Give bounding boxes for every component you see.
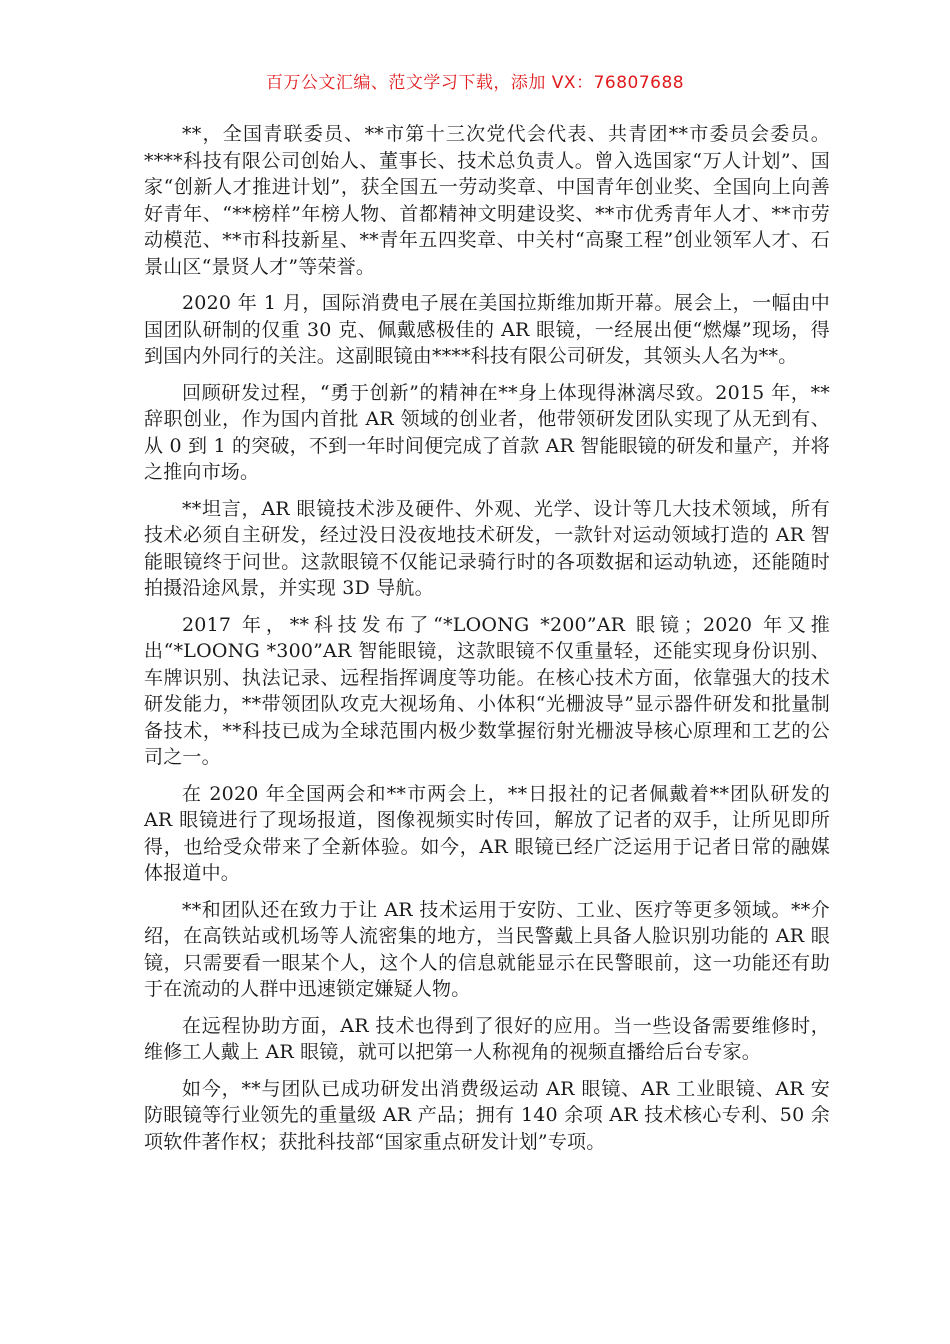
article-body xyxy=(144,121,830,1165)
paragraph: 回顾研发过程，“勇于创新”的精神在**身上体现得淋漓尽致。2015 年，**辞职创业，作为国内首批 AR 领域的创业者，他带领研发团队实现了从无到有、从 0 到 1 的突破，不到一年时间便完成了首款 AR 智能眼镜的研发和量产，并将之推向市场。 xyxy=(144,381,830,483)
paragraph: **和团队还在致力于让 AR 技术运用于安防、工业、医疗等更多领域。**介绍，在高铁站或机场等人流密集的地方，当民警戴上具备人脸识别功能的 AR 眼镜，只需要看一眼某个人，这个人的信息就能显示在民警眼前，这一功能还有助于在流动的人群中迅速锁定嫌疑人物。 xyxy=(144,898,830,1000)
paragraph: 如今，**与团队已成功研发出消费级运动 AR 眼镜、AR 工业眼镜、AR 安防眼镜等行业领先的重量级 AR 产品；拥有 140 余项 AR 技术核心专利、50 余项软件著作权；获批科技部“国家重点研发计划”专项。 xyxy=(144,1077,830,1153)
paragraph: 在远程协助方面，AR 技术也得到了很好的应用。当一些设备需要维修时，维修工人戴上 AR 眼镜，就可以把第一人称视角的视频直播给后台专家。 xyxy=(144,1014,830,1063)
header-note: 百万公文汇编、范文学习下载，添加 VX：76807688 xyxy=(265,73,685,93)
paragraph: **，全国青联委员、**市第十三次党代会代表、共青团**市委员会委员。****科技有限公司创始人、董事长、技术总负责人。曾入选国家“万人计划”、国家“创新人才推进计划”，获全国五一劳动奖章、中国青年创业奖、全国向上向善好青年、“**榜样”年榜人物、首都精神文明建设奖、**市优秀青年人才、**市劳动模范、**市科技新星、**青年五四奖章、中关村“高聚工程”创业领军人才、石景山区“景贤人才”等荣誉。 xyxy=(144,123,830,278)
paragraph: 2020 年 1 月，国际消费电子展在美国拉斯维加斯开幕。展会上，一幅由中国团队研制的仅重 30 克、佩戴感极佳的 AR 眼镜，一经展出便“燃爆”现场，得到国内外同行的关注。这副眼镜由****科技有限公司研发，其领头人名为**。 xyxy=(144,292,830,367)
paragraph: 在 2020 年全国两会和**市两会上，**日报社的记者佩戴着**团队研发的 AR 眼镜进行了现场报道，图像视频实时传回，解放了记者的双手，让所见即所得，也给受众带来了全新体验。如今，AR 眼镜已经广泛运用于记者日常的融媒体报道中。 xyxy=(144,782,830,884)
paragraph: **坦言，AR 眼镜技术涉及硬件、外观、光学、设计等几大技术领域，所有技术必须自主研发，经过没日没夜地技术研发，一款针对运动领域打造的 AR 智能眼镜终于问世。这款眼镜不仅能记录骑行时的各项数据和运动轨迹，还能随时拍摄沿途风景，并实现 3D 导航。 xyxy=(144,497,830,599)
paragraph: 2017 年，**科技发布了“*LOONG *200”AR 眼镜；2020 年又推出“*LOONG *300”AR 智能眼镜，这款眼镜不仅重量轻，还能实现身份识别、车牌识别、执法记录、远程指挥调度等功能。在核心技术方面，依靠强大的技术研发能力，**带领团队攻克大视场角、小体积“光栅波导”显示器件研发和批量制备技术，**科技已成为全球范围内极少数掌握衍射光栅波导核心原理和工艺的公司之一。 xyxy=(144,613,830,768)
